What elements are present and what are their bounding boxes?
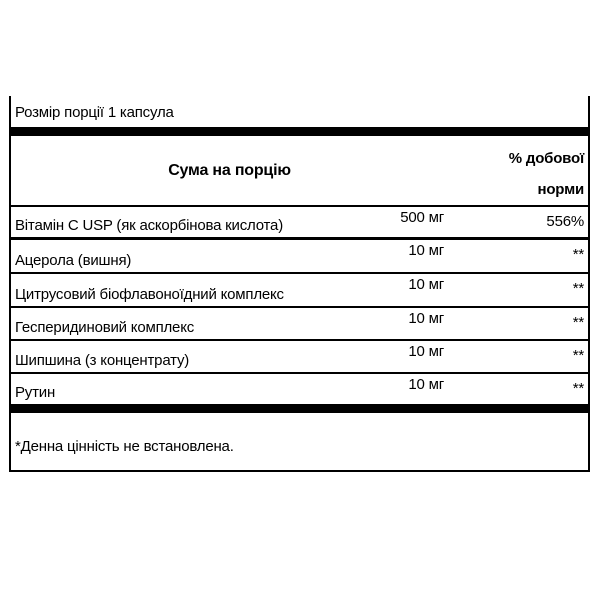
column-header-amount: Сума на порцію [168,161,291,179]
ingredient-name: Цитрусовий біофлавоноїдний комплекс [15,286,284,303]
supplement-facts-label [9,96,590,472]
ingredient-daily-value: ** [572,280,584,297]
ingredient-daily-value: ** [572,246,584,263]
ingredient-amount: 500 мг [400,209,444,226]
table-row [11,374,588,404]
table-header [11,136,588,205]
ingredient-amount: 10 мг [408,376,444,393]
column-header-daily-value: % добової норми [508,150,584,198]
table-row [11,308,588,339]
ingredient-amount: 10 мг [408,276,444,293]
thick-divider-top [11,127,588,136]
table-row [11,207,588,237]
ingredient-daily-value: ** [572,380,584,397]
ingredient-name: Вітамін C USP (як аскорбінова кислота) [15,217,283,234]
footnote-text: *Денна цінність не встановлена. [15,438,234,455]
serving-size-text: Розмір порції 1 капсула [15,104,174,121]
ingredient-daily-value: ** [572,347,584,364]
ingredient-name: Гесперидиновий комплекс [15,319,195,336]
ingredient-daily-value: ** [572,314,584,331]
table-row [11,341,588,372]
ingredient-daily-value: 556% [546,213,584,230]
table-row [11,274,588,306]
ingredient-amount: 10 мг [408,242,444,259]
table-row [11,240,588,272]
ingredient-name: Ацерола (вишня) [15,252,132,269]
thick-divider-bottom [11,404,588,413]
ingredient-amount: 10 мг [408,310,444,327]
ingredient-name: Рутин [15,384,56,401]
ingredient-name: Шипшина (з концентрату) [15,352,190,369]
ingredient-amount: 10 мг [408,343,444,360]
